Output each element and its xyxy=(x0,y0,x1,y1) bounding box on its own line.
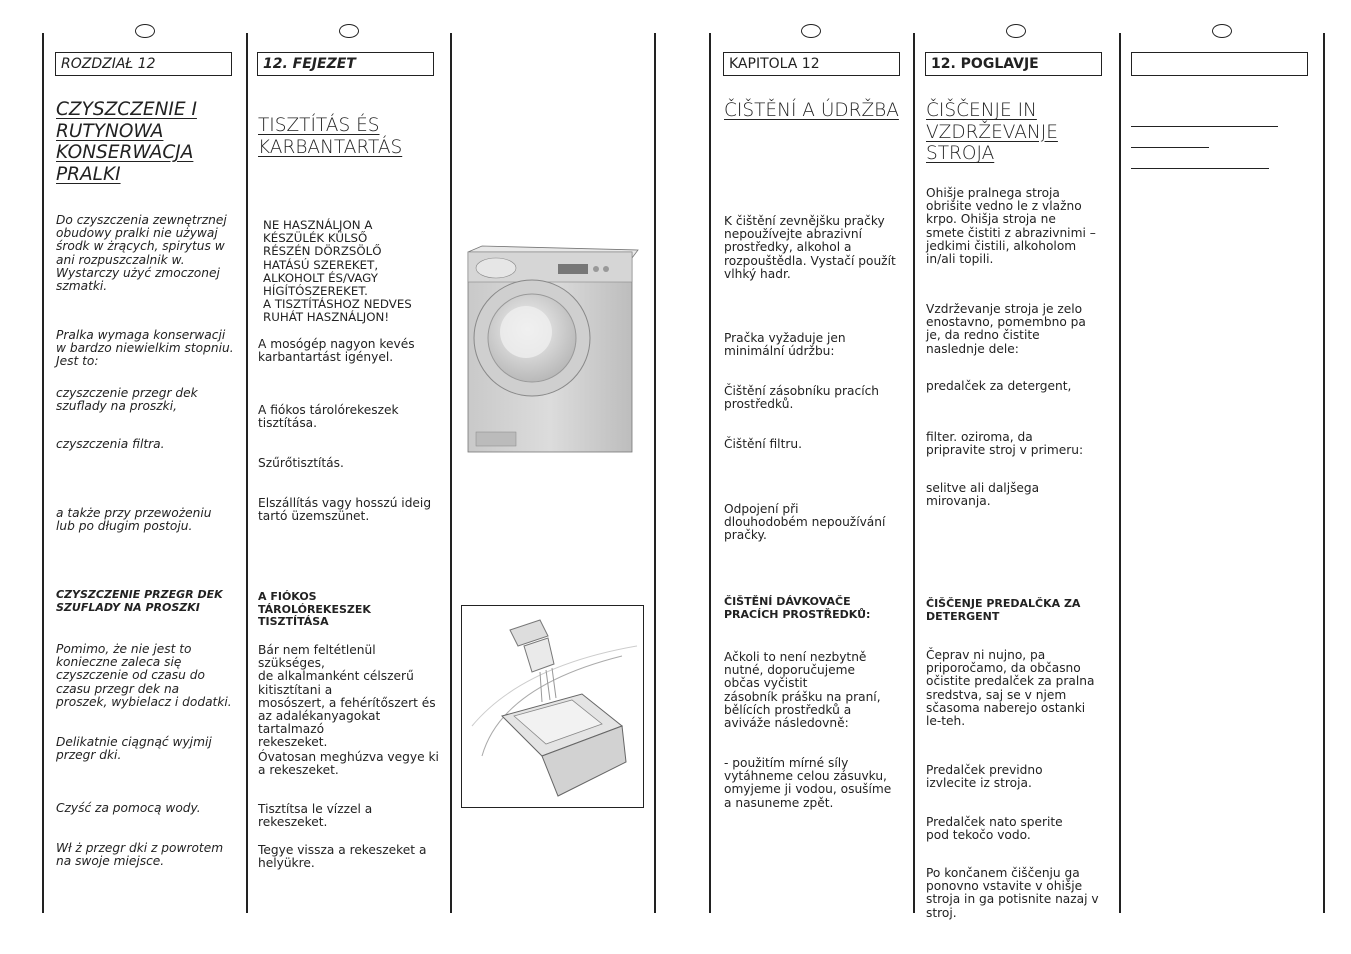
section-title-hu: TISZTÍTÁS ÉS KARBANTARTÁS xyxy=(258,115,403,158)
subsection-title-cz: ČIŠTĚNÍ DÁVKOVAČE PRACÍCH PROSTŘEDKŮ: xyxy=(724,595,871,621)
column-rule xyxy=(246,33,248,913)
list-item: Elszállítás vagy hosszú ideig tartó üzemszünet. xyxy=(258,496,432,524)
paragraph: Wł ż przegr dki z powrotem na swoje miejsce. xyxy=(56,841,224,869)
paragraph: Czyść za pomocą wody. xyxy=(56,801,201,815)
column-rule xyxy=(913,33,915,913)
drawer-cleaning-figure xyxy=(461,605,644,808)
chapter-header-cz: KAPITOLA 12 xyxy=(723,52,900,76)
paragraph: Po končanem čiščenju ga ponovno vstavite v ohišje stroja in ga potisnite nazaj v stroj. xyxy=(926,866,1099,920)
tap-and-drawer-illustration xyxy=(462,606,642,806)
list-item: Odpojení při dlouhodobém nepoužívání pračky. xyxy=(724,502,886,543)
list-item: Čištění zásobníku pracích prostředků. xyxy=(724,384,880,412)
paragraph: Predalček nato sperite pod tekočo vodo. xyxy=(926,815,1063,843)
column-rule xyxy=(42,33,44,913)
language-flag-oval xyxy=(339,24,359,38)
paragraph: K čištění zevnějšku pračky nepoužívejte abrazivní prostředky, alkohol a rozpouštědla. Vystačí použít vlhký hadr. xyxy=(724,214,896,281)
list-item: A fiókos tárolórekeszek tisztítása. xyxy=(258,403,399,431)
column-rule xyxy=(709,33,711,913)
list-item: filter. oziroma, da pripravite stroj v primeru: xyxy=(926,430,1084,458)
subsection-title-pl: CZYSZCZENIE PRZEGR DEK SZUFLADY NA PROSZKI xyxy=(56,588,223,614)
column-rule xyxy=(1323,33,1325,913)
list-item: predalček za detergent, xyxy=(926,379,1072,393)
list-item: czyszczenie przegr dek szuflady na proszki, xyxy=(56,386,198,414)
paragraph: Čeprav ni nujno, pa priporočamo, da občasno očistite predalček za pralna sredstva, saj se v njem sčasoma naberejo ostanki le-teh. xyxy=(926,648,1095,729)
washing-machine-illustration xyxy=(462,244,640,456)
language-flag-oval xyxy=(135,24,155,38)
title-underline-placeholder xyxy=(1131,147,1209,148)
section-title-sl: ČIŠČENJE IN VZDRŽEVANJE STROJA xyxy=(926,100,1058,164)
paragraph: Pralka wymaga konserwacji w bardzo niewielkim stopniu. Jest to: xyxy=(56,328,234,369)
title-underline-placeholder xyxy=(1131,168,1269,169)
paragraph: Pomimo, że nie jest to konieczne zaleca się czyszczenie od czasu do czasu przegr dek na proszek, wybielacz i dodatki. xyxy=(56,642,232,709)
section-title-pl: CZYSZCZENIE I RUTYNOWA KONSERWACJA PRALKI xyxy=(56,99,197,185)
column-rule xyxy=(450,33,452,913)
paragraph: - použitím mírné síly vytáhneme celou zásuvku, omyjeme ji vodou, osušíme a nasuneme zpět. xyxy=(724,756,892,810)
paragraph: Tisztítsa le vízzel a rekeszeket. xyxy=(258,802,373,830)
paragraph: Vzdrževanje stroja je zelo enostavno, pomembno pa je, da redno čistite naslednje dele: xyxy=(926,302,1086,356)
list-item: czyszczenia filtra. xyxy=(56,437,165,451)
paragraph: Ačkoli to není nezbytně nutné, doporučujeme občas vyčistit zásobník prášku na praní, bělících prostředků a aviváže následovně: xyxy=(724,650,881,731)
chapter-header-empty xyxy=(1131,52,1308,76)
chapter-header-hu: 12. FEJEZET xyxy=(257,52,434,76)
paragraph: Predalček previdno izvlecite iz stroja. xyxy=(926,763,1043,791)
paragraph: Bár nem feltétlenül szükséges, de alkalmanként célszerű kitisztítani a mosószert, a fehérítőszert és az adalékanyagokat tartalmazó rekeszeket. xyxy=(258,643,436,750)
subsection-title-hu: A FIÓKOS TÁROLÓREKESZEK TISZTÍTÁSA xyxy=(258,590,371,628)
column-rule xyxy=(654,33,656,913)
paragraph: A mosógép nagyon kevés karbantartást igényel. xyxy=(258,337,415,365)
title-underline-placeholder xyxy=(1131,126,1278,127)
paragraph: Óvatosan meghúzva vegye ki a rekeszeket. xyxy=(258,750,439,778)
paragraph: Do czyszczenia zewnętrznej obudowy pralki nie używaj środk w żrących, spirytus w ani rozpuszczalnik w. Wystarczy użyć zmoczonej szmatki. xyxy=(56,213,227,294)
language-flag-oval xyxy=(1006,24,1026,38)
paragraph: Ohišje pralnega stroja obrišite vedno le z vlažno krpo. Ohišja stroja ne smete čistiti z abrazivnimi – jedkimi čistili, alkoholom in/ali topili. xyxy=(926,186,1096,267)
section-title-cz: ČIŠTĚNÍ A ÚDRŽBA xyxy=(724,100,899,121)
paragraph: Pračka vyžaduje jen minimální údržbu: xyxy=(724,331,846,359)
language-flag-oval xyxy=(801,24,821,38)
language-flag-oval xyxy=(1212,24,1232,38)
chapter-header-pl: ROZDZIAŁ 12 xyxy=(55,52,232,76)
list-item: Čištění filtru. xyxy=(724,437,802,451)
paragraph: Delikatnie ciągnąć wyjmij przegr dki. xyxy=(56,735,212,763)
paragraph: Tegye vissza a rekeszeket a helyükre. xyxy=(258,843,427,871)
list-item: Szűrőtisztítás. xyxy=(258,456,344,470)
chapter-header-sl: 12. POGLAVJE xyxy=(925,52,1102,76)
column-rule xyxy=(1119,33,1121,913)
subsection-title-sl: ČIŠČENJE PREDALČKA ZA DETERGENT xyxy=(926,597,1081,623)
warning-text: NE HASZNÁLJON A KÉSZÜLÉK KÜLSŐ RÉSZÉN DÖRZSÖLŐ HATÁSÚ SZEREKET, ALKOHOLT ÉS/VAGY HÍGÍTÓSZEREKET. A TISZTÍTÁSHOZ NEDVES RUHÁT HASZNÁLJON! xyxy=(263,218,412,325)
list-item: a także przy przewożeniu lub po długim postoju. xyxy=(56,506,212,534)
list-item: selitve ali daljšega mirovanja. xyxy=(926,481,1040,509)
